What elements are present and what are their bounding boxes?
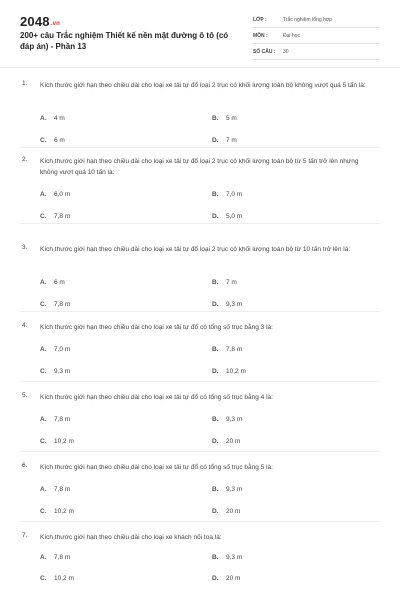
- page-header: [0, 0, 400, 68]
- option-a[interactable]: [40, 115, 65, 122]
- option-letter: C.: [40, 575, 47, 582]
- meta-subject-value: Đại học: [283, 33, 300, 39]
- option-text: 7,0 m: [54, 346, 71, 353]
- site-logo[interactable]: [20, 14, 60, 29]
- option-letter: A.: [40, 279, 47, 286]
- option-letter: C.: [40, 213, 47, 220]
- question-text: Kích thước giới hạn theo chiều dài cho loại xe tải tự đổ có tổng số trục bằng 3 là:: [40, 324, 273, 331]
- question-list: [0, 80, 400, 592]
- option-text: 7,0 m: [226, 191, 243, 198]
- option-letter: D.: [212, 575, 219, 582]
- option-b[interactable]: [212, 416, 242, 423]
- option-text: 5 m: [226, 115, 237, 122]
- option-d[interactable]: [212, 438, 240, 445]
- option-c[interactable]: [40, 575, 74, 582]
- question-separator: [20, 311, 380, 312]
- option-a[interactable]: [40, 191, 70, 198]
- option-letter: A.: [40, 416, 47, 423]
- option-text: 9,3 m: [226, 416, 243, 423]
- option-text: 9,3 m: [226, 301, 243, 308]
- question-number: 3.: [22, 244, 28, 251]
- header-divider: [0, 67, 400, 68]
- option-text: 7,8 m: [54, 213, 71, 220]
- option-letter: D.: [212, 368, 219, 375]
- option-text: 7 m: [226, 279, 237, 286]
- question-text: Kích thước giới hạn theo chiều dài cho loại xe khách nối toa là:: [40, 534, 222, 541]
- question-separator: [20, 223, 380, 224]
- option-text: 4 m: [54, 115, 65, 122]
- meta-subject-label: MÔN :: [253, 33, 268, 39]
- option-c[interactable]: [40, 368, 70, 375]
- meta-count-label: SỐ CÂU :: [253, 49, 276, 55]
- option-text: 6,0 m: [54, 191, 71, 198]
- option-c[interactable]: [40, 213, 70, 220]
- option-d[interactable]: [212, 213, 242, 220]
- option-text: 10,2 m: [54, 575, 74, 582]
- option-letter: C.: [40, 368, 47, 375]
- option-b[interactable]: [212, 346, 242, 353]
- option-letter: B.: [212, 416, 219, 423]
- question-3: [0, 244, 400, 322]
- meta-class-value: Trắc nghiệm tổng hợp: [283, 17, 332, 23]
- document-meta: [253, 13, 380, 61]
- question-separator: [20, 381, 380, 382]
- option-a[interactable]: [40, 554, 70, 561]
- option-text: 9,3 m: [54, 368, 71, 375]
- option-d[interactable]: [212, 137, 237, 144]
- question-7: [0, 532, 400, 592]
- question-number: 7.: [22, 532, 28, 539]
- option-text: 7,8 m: [54, 301, 71, 308]
- meta-count-value: 30: [283, 49, 289, 55]
- option-letter: A.: [40, 191, 47, 198]
- meta-class-row: [253, 13, 380, 28]
- option-b[interactable]: [212, 115, 237, 122]
- option-text: 7,8 m: [54, 486, 71, 493]
- option-b[interactable]: [212, 279, 237, 286]
- option-a[interactable]: [40, 416, 70, 423]
- option-letter: B.: [212, 191, 219, 198]
- option-text: 20 m: [226, 508, 241, 515]
- question-6: [0, 462, 400, 532]
- option-letter: C.: [40, 508, 47, 515]
- option-letter: A.: [40, 346, 47, 353]
- question-text: Kích thước giới hạn theo chiều dài cho loại xe tải tự đổ có tổng số trục bằng 4 là:: [40, 394, 273, 401]
- logo-text: 2048: [20, 14, 50, 29]
- option-text: 7,8 m: [54, 554, 71, 561]
- option-letter: A.: [40, 486, 47, 493]
- option-d[interactable]: [212, 301, 242, 308]
- option-text: 9,3 m: [226, 486, 243, 493]
- meta-subject-row: [253, 29, 380, 44]
- option-c[interactable]: [40, 301, 70, 308]
- option-letter: D.: [212, 213, 219, 220]
- option-text: 6 m: [54, 137, 65, 144]
- option-text: 10,2 m: [54, 438, 74, 445]
- question-number: 5.: [22, 392, 28, 399]
- option-letter: C.: [40, 137, 47, 144]
- option-text: 5,0 m: [226, 213, 243, 220]
- question-number: 2.: [22, 156, 28, 163]
- question-separator: [20, 147, 380, 148]
- option-letter: D.: [212, 438, 219, 445]
- question-1: [0, 80, 400, 156]
- option-c[interactable]: [40, 508, 74, 515]
- option-c[interactable]: [40, 438, 74, 445]
- option-letter: D.: [212, 301, 219, 308]
- meta-count-row: [253, 45, 380, 60]
- option-text: 7 m: [226, 137, 237, 144]
- option-letter: D.: [212, 508, 219, 515]
- question-text: Kích thước giới hạn theo chiều dài cho loại xe tải tự đổ loại 2 trục có khối lượng toàn bộ từ 5 tấn trở lên nhưng không vượt quá 10 tấn là:: [40, 158, 359, 176]
- option-letter: C.: [40, 301, 47, 308]
- option-letter: B.: [212, 279, 219, 286]
- question-4: [0, 322, 400, 392]
- option-a[interactable]: [40, 346, 70, 353]
- option-text: 7,8 m: [54, 416, 71, 423]
- option-text: 10,2 m: [226, 368, 246, 375]
- option-b[interactable]: [212, 554, 242, 561]
- question-text: Kích thước giới hạn theo chiều dài cho loại xe tải tự đổ loại 2 trục có khối lượng toàn bộ không vượt quá 5 tấn là:: [40, 82, 366, 89]
- option-text: 20 m: [226, 575, 241, 582]
- option-a[interactable]: [40, 486, 70, 493]
- option-text: 20 m: [226, 438, 241, 445]
- option-letter: B.: [212, 115, 219, 122]
- document-title: 200+ câu Trắc nghiệm Thiết kế nền mặt đường ô tô (có đáp án) - Phần 13: [20, 31, 229, 51]
- question-text: Kích thước giới hạn theo chiều dài cho loại xe tải tự đổ có tổng số trục bằng 5 là:: [40, 464, 273, 471]
- option-letter: A.: [40, 554, 47, 561]
- question-2: [0, 156, 400, 244]
- option-text: 9,3 m: [226, 554, 243, 561]
- option-letter: B.: [212, 554, 219, 561]
- question-text: Kích thước giới hạn theo chiều dài cho loại xe tải tự đổ loại 2 trục có khối lượng toàn bộ từ 10 tấn trở lên là:: [40, 246, 351, 253]
- option-letter: D.: [212, 137, 219, 144]
- question-number: 4.: [22, 322, 28, 329]
- option-d[interactable]: [212, 575, 240, 582]
- option-c[interactable]: [40, 137, 65, 144]
- option-b[interactable]: [212, 191, 242, 198]
- option-letter: B.: [212, 486, 219, 493]
- option-text: 7,8 m: [226, 346, 243, 353]
- question-number: 6.: [22, 462, 28, 469]
- option-b[interactable]: [212, 486, 242, 493]
- meta-class-label: LỚP :: [253, 17, 267, 23]
- question-separator: [20, 451, 380, 452]
- option-a[interactable]: [40, 279, 65, 286]
- option-letter: A.: [40, 115, 47, 122]
- option-letter: C.: [40, 438, 47, 445]
- option-text: 10,2 m: [54, 508, 74, 515]
- option-text: 6 m: [54, 279, 65, 286]
- question-number: 1.: [22, 80, 28, 87]
- option-letter: B.: [212, 346, 219, 353]
- question-5: [0, 392, 400, 462]
- option-d[interactable]: [212, 368, 246, 375]
- logo-suffix: .vn: [50, 21, 61, 27]
- option-d[interactable]: [212, 508, 240, 515]
- question-separator: [20, 521, 380, 522]
